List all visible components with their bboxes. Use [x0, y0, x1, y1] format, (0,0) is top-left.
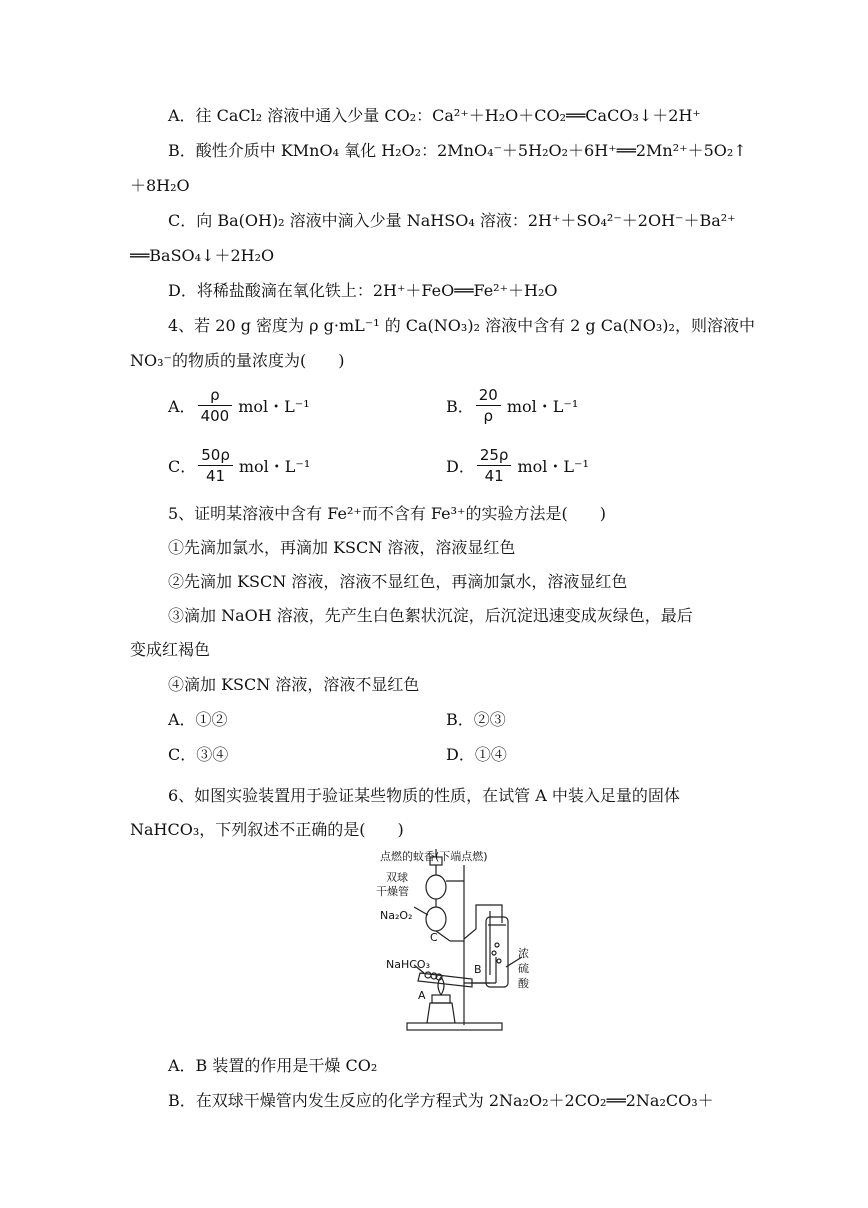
q4-option-d [446, 445, 589, 486]
denominator: 41 [206, 467, 226, 485]
unit: mol・L⁻¹ [506, 397, 579, 416]
figure-label-acid-2: 硫 [518, 962, 529, 975]
numerator: 20 [476, 385, 501, 406]
option-label: B． [446, 397, 474, 416]
numerator: 25ρ [477, 445, 512, 466]
q5-option-a: A．①② [168, 710, 228, 729]
q3-option-b-line2: ＋8H₂O [130, 176, 190, 195]
figure-label-b: B [474, 963, 482, 976]
fraction [477, 445, 512, 486]
q5-option-b: B．②③ [446, 710, 506, 729]
numerator: 50ρ [198, 445, 233, 466]
q5-statement-3-line1: ③滴加 NaOH 溶液，先产生白色絮状沉淀，后沉淀迅速变成灰绿色，最后 [168, 606, 693, 625]
q5-statement-1: ①先滴加氯水，再滴加 KSCN 溶液，溶液显红色 [168, 538, 516, 557]
q4-stem-line2: NO₃⁻的物质的量浓度为( ) [130, 351, 345, 370]
figure-label-mosquito-coil: 点燃的蚊香(下端点燃) [380, 850, 488, 863]
unit: mol・L⁻¹ [238, 457, 311, 476]
unit: mol・L⁻¹ [517, 457, 589, 476]
q5-statement-3-line2: 变成红褐色 [130, 640, 211, 659]
q3-option-c-line2: ══BaSO₄↓＋2H₂O [130, 246, 275, 265]
option-label: D． [446, 457, 475, 476]
option-label: A． [168, 397, 196, 416]
figure-label-c: C [430, 931, 438, 944]
q4-option-c [168, 445, 310, 486]
figure-label-dryer-line2: 干燥管 [376, 885, 409, 898]
unit: mol・L⁻¹ [238, 397, 310, 416]
figure-label-dryer-line1: 双球 [386, 871, 408, 884]
q3-option-b-line1: B．酸性介质中 KMnO₄ 氧化 H₂O₂：2MnO₄⁻＋5H₂O₂＋6H⁺══2Mn²⁺＋5O₂↑ [168, 141, 747, 160]
q6-stem-line1: 6、如图实验装置用于验证某些物质的性质，在试管 A 中装入足量的固体 [168, 786, 680, 805]
figure-label-na2o2: Na₂O₂ [380, 909, 413, 922]
q6-stem-line2: NaHCO₃，下列叙述不正确的是( ) [130, 820, 404, 839]
q4-stem-line1: 4、若 20 g 密度为 ρ g·mL⁻¹ 的 Ca(NO₃)₂ 溶液中含有 2 g Ca(NO₃)₂，则溶液中 [168, 316, 755, 335]
q3-option-a: A．往 CaCl₂ 溶液中通入少量 CO₂：Ca²⁺＋H₂O＋CO₂══CaCO₃↓＋2H⁺ [168, 106, 701, 125]
figure-label-a: A [418, 989, 426, 1002]
fraction [198, 385, 233, 426]
q5-statement-4: ④滴加 KSCN 溶液，溶液不显红色 [168, 675, 420, 694]
q6-option-a: A．B 装置的作用是干燥 CO₂ [168, 1056, 378, 1075]
q5-option-d: D．①④ [446, 745, 507, 764]
q6-option-b: B．在双球干燥管内发生反应的化学方程式为 2Na₂O₂＋2CO₂══2Na₂CO₃＋ [168, 1091, 714, 1110]
q5-statement-2: ②先滴加 KSCN 溶液，溶液不显红色，再滴加氯水，溶液显红色 [168, 572, 628, 591]
denominator: 41 [484, 467, 504, 485]
q3-option-c-line1: C．向 Ba(OH)₂ 溶液中滴入少量 NaHSO₄ 溶液：2H⁺＋SO₄²⁻＋2OH⁻＋Ba²⁺ [168, 211, 736, 230]
fraction [198, 445, 233, 486]
figure-label-acid-3: 酸 [518, 977, 529, 990]
denominator: ρ [483, 407, 494, 425]
q5-option-c: C．③④ [168, 745, 229, 764]
apparatus-figure [372, 845, 532, 1040]
denominator: 400 [200, 407, 230, 425]
q5-stem: 5、证明某溶液中含有 Fe²⁺而不含有 Fe³⁺的实验方法是( ) [168, 504, 606, 523]
numerator: ρ [198, 385, 233, 406]
fraction [476, 385, 501, 426]
figure-label-nahco3: NaHCO₃ [386, 958, 430, 971]
figure-label-acid-1: 浓 [518, 947, 529, 960]
q4-option-b [446, 385, 578, 426]
q3-option-d: D．将稀盐酸滴在氧化铁上：2H⁺＋FeO══Fe²⁺＋H₂O [168, 281, 558, 300]
option-label: C． [168, 457, 197, 476]
q4-option-a [168, 385, 310, 426]
